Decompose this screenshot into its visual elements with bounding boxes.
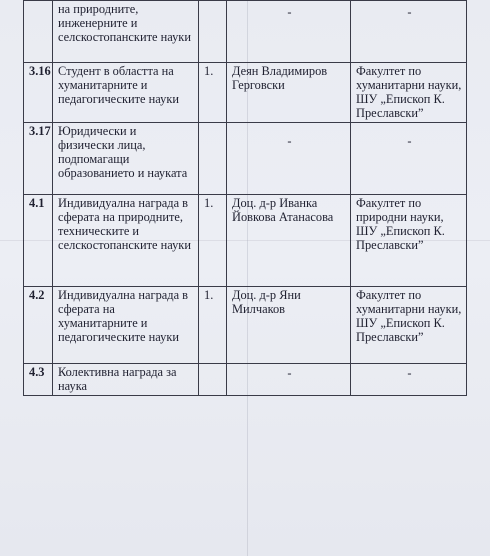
row-index <box>199 1 227 63</box>
nominee-name: - <box>227 364 351 396</box>
table-row <box>24 1 467 63</box>
row-index <box>199 123 227 195</box>
row-number: 3.17 <box>24 123 53 195</box>
table-row <box>24 287 467 364</box>
award-category: Юридически и физически лица, подпомагащи образованието и науката <box>53 123 199 195</box>
award-category: на природните, инженерните и селскостопанските науки <box>53 1 199 63</box>
award-category: Студент в областта на хуманитарните и педагогическите науки <box>53 63 199 123</box>
row-number: 4.2 <box>24 287 53 364</box>
nominee-organization: Факултет по хуманитарни науки, ШУ „Епископ К. Преславски” <box>351 287 467 364</box>
nominee-organization: - <box>351 364 467 396</box>
table-row <box>24 123 467 195</box>
nominee-organization: - <box>351 1 467 63</box>
award-category: Индивидуална награда в сферата на хуманитарните и педагогическите науки <box>53 287 199 364</box>
nominee-name: Доц. д-р Яни Милчаков <box>227 287 351 364</box>
row-index <box>199 364 227 396</box>
row-index: 1. <box>199 63 227 123</box>
nominee-organization: - <box>351 123 467 195</box>
row-index: 1. <box>199 195 227 287</box>
award-category: Колективна награда за наука <box>53 364 199 396</box>
row-number <box>24 1 53 63</box>
row-number: 4.3 <box>24 364 53 396</box>
nominee-name: Деян Владимиров Герговски <box>227 63 351 123</box>
award-category: Индивидуална награда в сферата на природните, техническите и селскостопанските науки <box>53 195 199 287</box>
nominee-organization: Факултет по природни науки, ШУ „Епископ К. Преславски” <box>351 195 467 287</box>
row-number: 4.1 <box>24 195 53 287</box>
table-row <box>24 63 467 123</box>
nominee-name: Доц. д-р Иванка Йовкова Атанасова <box>227 195 351 287</box>
row-index: 1. <box>199 287 227 364</box>
row-number: 3.16 <box>24 63 53 123</box>
table-row <box>24 195 467 287</box>
nominee-organization: Факултет по хуманитарни науки, ШУ „Епископ К. Преславски” <box>351 63 467 123</box>
nominee-name: - <box>227 123 351 195</box>
awards-table <box>23 0 467 396</box>
table-row <box>24 364 467 396</box>
nominee-name: - <box>227 1 351 63</box>
